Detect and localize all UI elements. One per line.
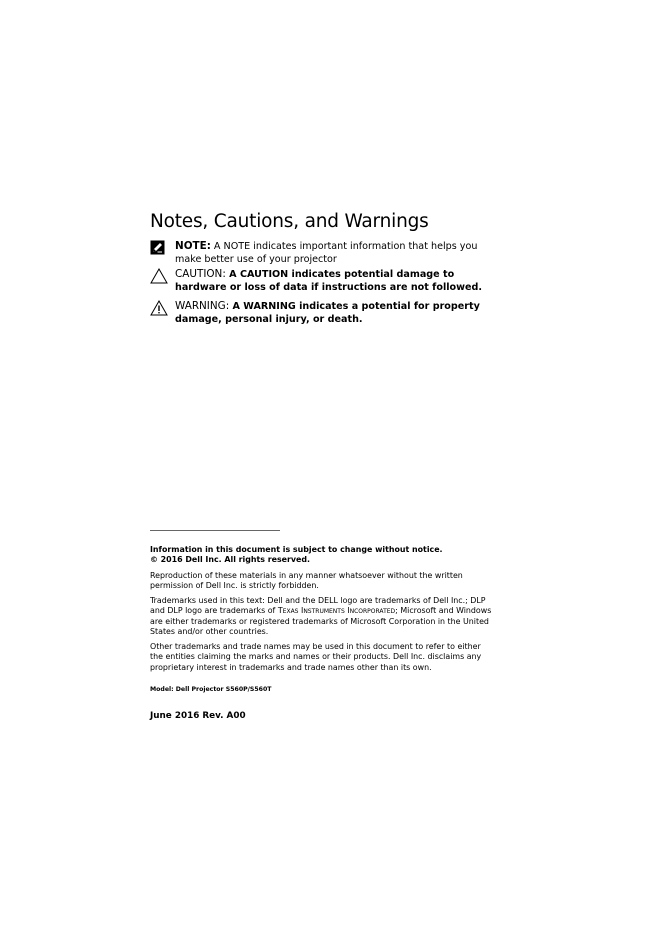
model-number: Model: Dell Projector S560P/S560T bbox=[150, 686, 272, 693]
revision-date: June 2016 Rev. A00 bbox=[150, 711, 246, 721]
other-trademarks-notice: Other trademarks and trade names may be used in this document to refer to either the entities claiming the marks and names or their products. Dell Inc. disclaims any proprietary interest in trademarks and trade names other than its own. bbox=[150, 642, 482, 672]
reproduction-block bbox=[150, 571, 492, 592]
footnote-divider bbox=[150, 530, 280, 531]
copyright: © 2016 Dell Inc. All rights reserved. bbox=[150, 555, 311, 565]
note-block bbox=[150, 240, 495, 266]
trademarks-block bbox=[150, 596, 492, 638]
warning-body: A WARNING indicates a potential for property damage, personal injury, or death. bbox=[175, 301, 480, 325]
warning-exclamation-triangle-icon bbox=[150, 300, 168, 320]
caution-label: CAUTION: bbox=[175, 268, 226, 280]
caution-triangle-icon bbox=[150, 268, 168, 288]
trademarks-text-b: ; Microsoft and Windows are either trademarks or registered trademarks of Microsoft Corporation in the United States and/or other countries. bbox=[150, 606, 492, 637]
model-block bbox=[150, 685, 492, 695]
warning-block bbox=[150, 300, 495, 326]
warning-text bbox=[175, 300, 495, 326]
note-text bbox=[175, 240, 495, 266]
note-body: A NOTE indicates important information that helps you make better use of your projector bbox=[175, 241, 478, 265]
warning-label: WARNING: bbox=[175, 300, 230, 312]
caution-text bbox=[175, 268, 495, 294]
texas-instruments-name: Texas Instruments Incorporated bbox=[277, 606, 396, 616]
trademarks-notice bbox=[150, 596, 492, 638]
note-label: NOTE: bbox=[175, 240, 211, 252]
trademarks-text-a: Trademarks used in this text: Dell and the DELL logo are trademarks of Dell Inc.; DLP and DLP logo are trademarks of bbox=[150, 596, 486, 616]
caution-block bbox=[150, 268, 495, 294]
page-title: Notes, Cautions, and Warnings bbox=[150, 211, 429, 232]
revision-block bbox=[150, 711, 492, 721]
change-notice-block bbox=[150, 545, 492, 566]
caution-body: A CAUTION indicates potential damage to hardware or loss of data if instructions are not followed. bbox=[175, 269, 482, 293]
reproduction-notice: Reproduction of these materials in any manner whatsoever without the written permission of Dell Inc. is strictly forbidden. bbox=[150, 571, 463, 591]
change-notice: Information in this document is subject to change without notice. bbox=[150, 545, 443, 554]
note-pencil-icon bbox=[150, 240, 165, 259]
other-trademarks-block bbox=[150, 642, 492, 673]
